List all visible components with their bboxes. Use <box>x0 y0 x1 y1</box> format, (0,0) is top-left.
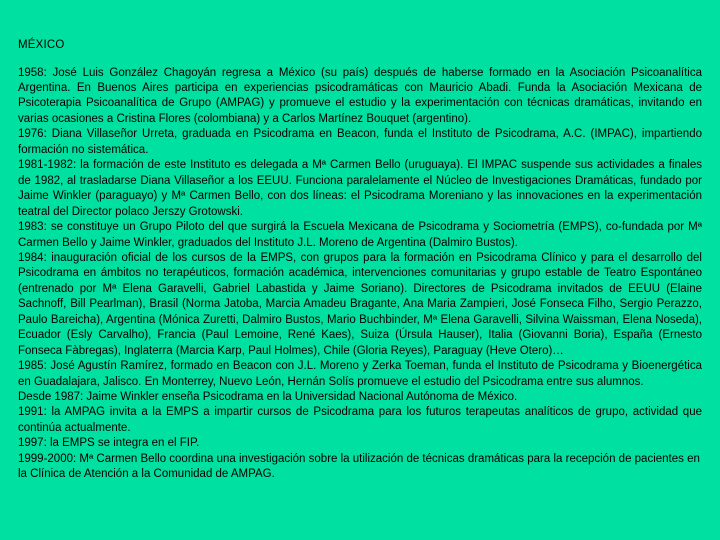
paragraph: 1991: la AMPAG invita a la EMPS a impartir cursos de Psicodrama para los futuros terapeutas analíticos de grupo, actividad que continúa actualmente. <box>18 406 702 434</box>
paragraph: 1958: José Luis González Chagoyán regresa a México (su país) después de haberse formado en la Asociación Psicoanalítica Argentina. En Buenos Aires participa en experiencias psicodramáticas con Mauricio Abadi. Funda la Asociación Mexicana de Psicoterapia Psicoanalítica de Grupo (AMPAG) y promueve el estudio y la experimentación con técnicas dramáticas, invitando en varias ocasiones a Cristina Flores (colombiana) y a Carlos Martínez Bouquet (argentino). <box>18 66 702 125</box>
paragraph: 1997: la EMPS se integra en el FIP. <box>18 437 200 450</box>
paragraph: 1983: se constituye un Grupo Piloto del que surgirá la Escuela Mexicana de Psicodrama y Sociometría (EMPS), co-fundada por Mª Carmen Bello y Jaime Winkler, graduados del Instituto J.L. Moreno de Argentina (Dalmiro Bustos). <box>18 221 702 249</box>
paragraph: 1984: inauguración oficial de los cursos de la EMPS, con grupos para la formación en Psicodrama Clínico y para el desarrollo del Psicodrama en ámbitos no terapéuticos, formación académica, intervenciones comunitarias y grupo estable de Teatro Espontáneo (entrenado por Mª Elena Garavelli, Gabriel Labastida y Jaime Soriano). Directores de Psicodrama invitados de EEUU (Elaine Sachnoff, Bill Pearlman), Brasil (Norma Jatoba, Marcia Amadeu Bragante, Ana Maria Zampieri, José Fonseca Filho, Sergio Perazzo, Paulo Bareicha), Argentina (Mónica Zuretti, Dalmiro Bustos, Mario Buchbinder, Mª Elena Garavelli, Silvina Waissman, Elena Noseda), Ecuador (Esly Carvalho), Francia (Paul Lemoine, René Kaes), Suiza (Úrsula Hauser), Italia (Giovanni Boria), España (Ernesto Fonseca Fàbregas), Inglaterra (Marcia Karp, Paul Holmes), Chile (Gloria Reyes), Paraguay (Heve Otero)… <box>18 251 702 357</box>
paragraph: 1981-1982: la formación de este Instituto es delegada a Mª Carmen Bello (uruguaya). El IMPAC suspende sus actividades a finales de 1982, al trasladarse Diana Villaseñor a los EEUU. Funciona paralelamente el Núcleo de Investigaciones Dramáticas, fundado por Jaime Winkler (paraguayo) y Mª Carmen Bello, con dos líneas: el Psicodrama Moreniano y las innovaciones en la experimentación teatral del Director polaco Jerszy Grotowski. <box>18 159 702 218</box>
paragraph: Desde 1987: Jaime Winkler enseña Psicodrama en la Universidad Nacional Autónoma de México. <box>18 391 518 404</box>
paragraph: 1999-2000: Mª Carmen Bello coordina una investigación sobre la utilización de técnicas dramáticas para la recepción de pacientes en la Clínica de Atención a la Comunidad de AMPAG. <box>18 452 700 481</box>
paragraph: 1976: Diana Villaseñor Urreta, graduada en Psicodrama en Beacon, funda el Instituto de Psicodrama, A.C. (IMPAC), impartiendo formación no sistemática. <box>18 128 702 156</box>
slide-title: MÉXICO <box>18 39 65 51</box>
slide-body <box>18 66 702 483</box>
paragraph: 1985: José Agustín Ramírez, formado en Beacon con J.L. Moreno y Zerka Toeman, funda el Instituto de Psicodrama y Bioenergética en Guadalajara, Jalisco. En Monterrey, Nuevo León, Hernán Solís promueve el estudio del Psicodrama entre sus alumnos. <box>18 360 702 388</box>
